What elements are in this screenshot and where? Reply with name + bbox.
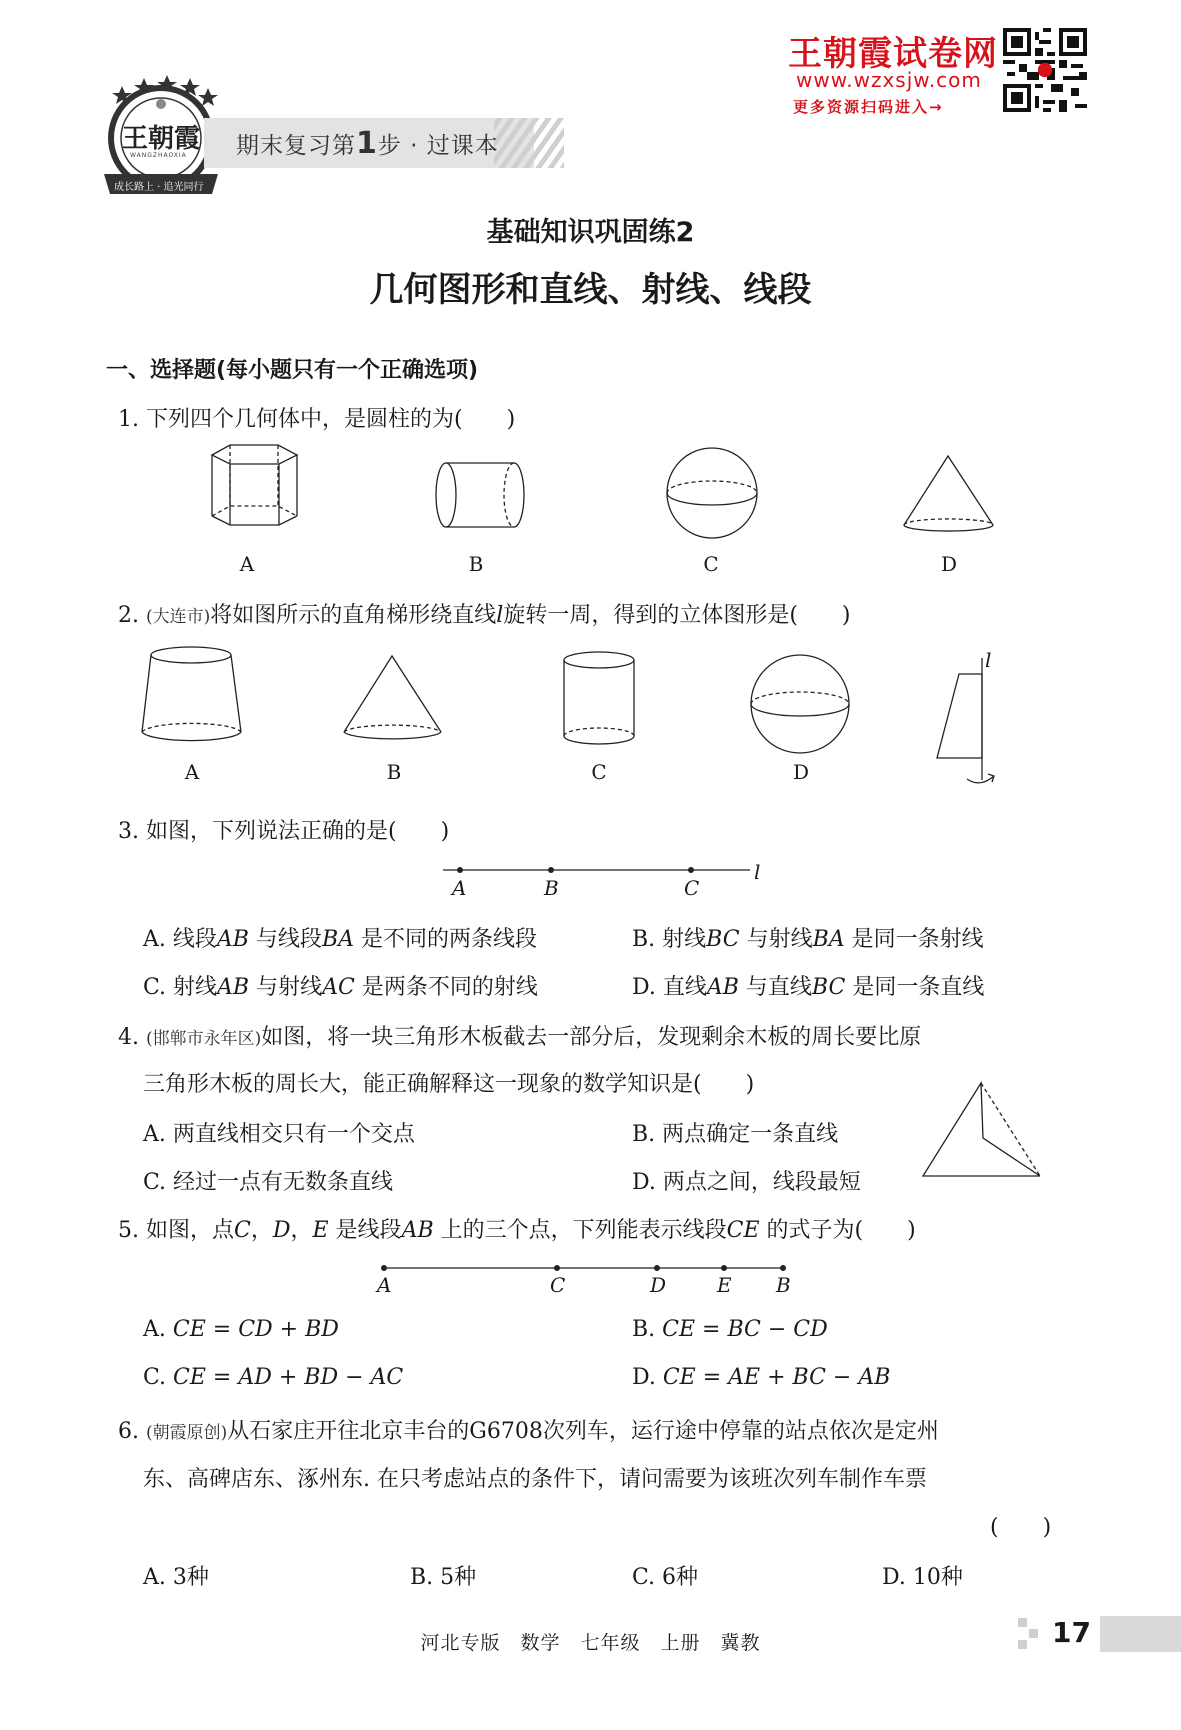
cylinder-figure bbox=[436, 463, 524, 527]
trapezoid-axis-figure bbox=[937, 658, 994, 783]
q2-label-a: A bbox=[184, 760, 200, 784]
q2-axis-label: l bbox=[985, 648, 992, 672]
footer-text: 河北专版 数学 七年级 上册 冀教 bbox=[420, 1632, 761, 1654]
q3-stem: 3. 如图，下列说法正确的是( ) bbox=[118, 819, 450, 844]
q1-label-b: B bbox=[468, 552, 484, 576]
q6-option-c[interactable]: C. 6种 bbox=[632, 1565, 699, 1590]
q4-option-c[interactable]: C. 经过一点有无数条直线 bbox=[143, 1170, 394, 1195]
q4-option-d[interactable]: D. 两点之间，线段最短 bbox=[632, 1170, 861, 1195]
page-corner-decoration bbox=[1018, 1618, 1048, 1654]
q5-option-c[interactable]: C. CE = AD + BD − AC bbox=[143, 1365, 404, 1390]
sphere-figure bbox=[667, 448, 757, 538]
page-title: 几何图形和直线、射线、线段 bbox=[369, 270, 812, 310]
brand-url[interactable]: www.wzxsjw.com bbox=[796, 68, 982, 92]
logo-text: 王朝霞 bbox=[122, 124, 201, 154]
q4-stem-line1: 4. (邯郸市永年区)如图，将一块三角形木板截去一部分后，发现剩余木板的周长要比原 bbox=[118, 1025, 922, 1050]
step-banner-text: 期末复习第1步 · 过课本 bbox=[236, 126, 499, 161]
logo-ring-text: WANGZHAOXIA bbox=[130, 152, 187, 159]
q1-label-c: C bbox=[703, 552, 719, 576]
q4-source: (邯郸市永年区) bbox=[145, 1029, 262, 1049]
q5-option-a[interactable]: A. CE = CD + BD bbox=[143, 1317, 339, 1342]
q6-option-d[interactable]: D. 10种 bbox=[882, 1565, 963, 1590]
q5-option-b[interactable]: B. CE = BC − CD bbox=[632, 1317, 828, 1342]
q5-point-c: C bbox=[550, 1273, 566, 1297]
q4-option-a[interactable]: A. 两直线相交只有一个交点 bbox=[143, 1122, 415, 1147]
q4-option-b[interactable]: B. 两点确定一条直线 bbox=[632, 1122, 839, 1147]
q2-label-b: B bbox=[386, 760, 402, 784]
q3-option-b[interactable]: B. 射线BC 与射线BA 是同一条射线 bbox=[632, 927, 984, 952]
q2-source: (大连市) bbox=[145, 607, 211, 627]
q6-option-a[interactable]: A. 3种 bbox=[143, 1565, 209, 1590]
q3-line-label: l bbox=[754, 860, 761, 884]
cone-figure bbox=[904, 456, 993, 531]
q5-point-a: A bbox=[377, 1273, 392, 1297]
q5-stem: 5. 如图，点C，D，E 是线段AB 上的三个点，下列能表示线段CE 的式子为( ) bbox=[118, 1218, 916, 1243]
q4-stem-line2: 三角形木板的周长大，能正确解释这一现象的数学知识是( ) bbox=[143, 1072, 755, 1097]
q3-option-d[interactable]: D. 直线AB 与直线BC 是同一条直线 bbox=[632, 975, 985, 1000]
q6-source: (朝霞原创) bbox=[145, 1423, 228, 1443]
q2-label-d: D bbox=[792, 760, 810, 784]
cylinder-figure bbox=[564, 652, 634, 744]
q2-label-c: C bbox=[591, 760, 607, 784]
cone-figure bbox=[344, 656, 441, 739]
q3-point-c: C bbox=[684, 876, 700, 900]
q5-point-d: D bbox=[650, 1273, 667, 1297]
q1-label-d: D bbox=[940, 552, 958, 576]
q5-segment-figure bbox=[375, 1260, 795, 1280]
q5-point-e: E bbox=[717, 1273, 732, 1297]
brand-scan-text: 更多资源扫码进入→ bbox=[793, 98, 944, 116]
q3-point-b: B bbox=[544, 876, 559, 900]
page-number-bar bbox=[1100, 1616, 1181, 1652]
page-number: 17 bbox=[1052, 1616, 1091, 1649]
q6-stem-line1: 6. (朝霞原创)从石家庄开往北京丰台的G6708次列车，运行途中停靠的站点依次是定州 bbox=[118, 1419, 939, 1444]
q6-answer-bracket[interactable]: ( ) bbox=[990, 1515, 1052, 1540]
q3-option-a[interactable]: A. 线段AB 与线段BA 是不同的两条线段 bbox=[143, 927, 537, 952]
brand-name: 王朝霞试卷网 bbox=[788, 34, 998, 74]
q3-point-a: A bbox=[452, 876, 467, 900]
q6-stem-line2: 东、高碑店东、涿州东. 在只考虑站点的条件下，请问需要为该班次列车制作车票 bbox=[143, 1467, 927, 1492]
frustum-figure bbox=[142, 647, 241, 741]
subtitle: 基础知识巩固练2 bbox=[486, 217, 695, 248]
section-heading: 一、选择题(每小题只有一个正确选项) bbox=[106, 358, 479, 383]
hexagonal-prism-figure bbox=[212, 445, 297, 525]
q2-stem: 2. (大连市)将如图所示的直角梯形绕直线l旋转一周，得到的立体图形是( ) bbox=[118, 603, 851, 628]
logo-ribbon-text: 成长路上 · 追光同行 bbox=[114, 182, 204, 193]
q5-option-d[interactable]: D. CE = AE + BC − AB bbox=[632, 1365, 891, 1390]
q1-label-a: A bbox=[239, 552, 255, 576]
q6-option-b[interactable]: B. 5种 bbox=[410, 1565, 477, 1590]
q1-stem: 1. 下列四个几何体中，是圆柱的为( ) bbox=[118, 407, 516, 432]
q3-option-c[interactable]: C. 射线AB 与射线AC 是两条不同的射线 bbox=[143, 975, 538, 1000]
sphere-figure bbox=[751, 655, 849, 753]
q3-line-figure bbox=[440, 860, 760, 890]
q4-triangle-figure bbox=[915, 1078, 1050, 1181]
qr-code-icon[interactable] bbox=[1003, 28, 1087, 112]
q5-point-b: B bbox=[776, 1273, 791, 1297]
q1-figures bbox=[0, 440, 1181, 540]
